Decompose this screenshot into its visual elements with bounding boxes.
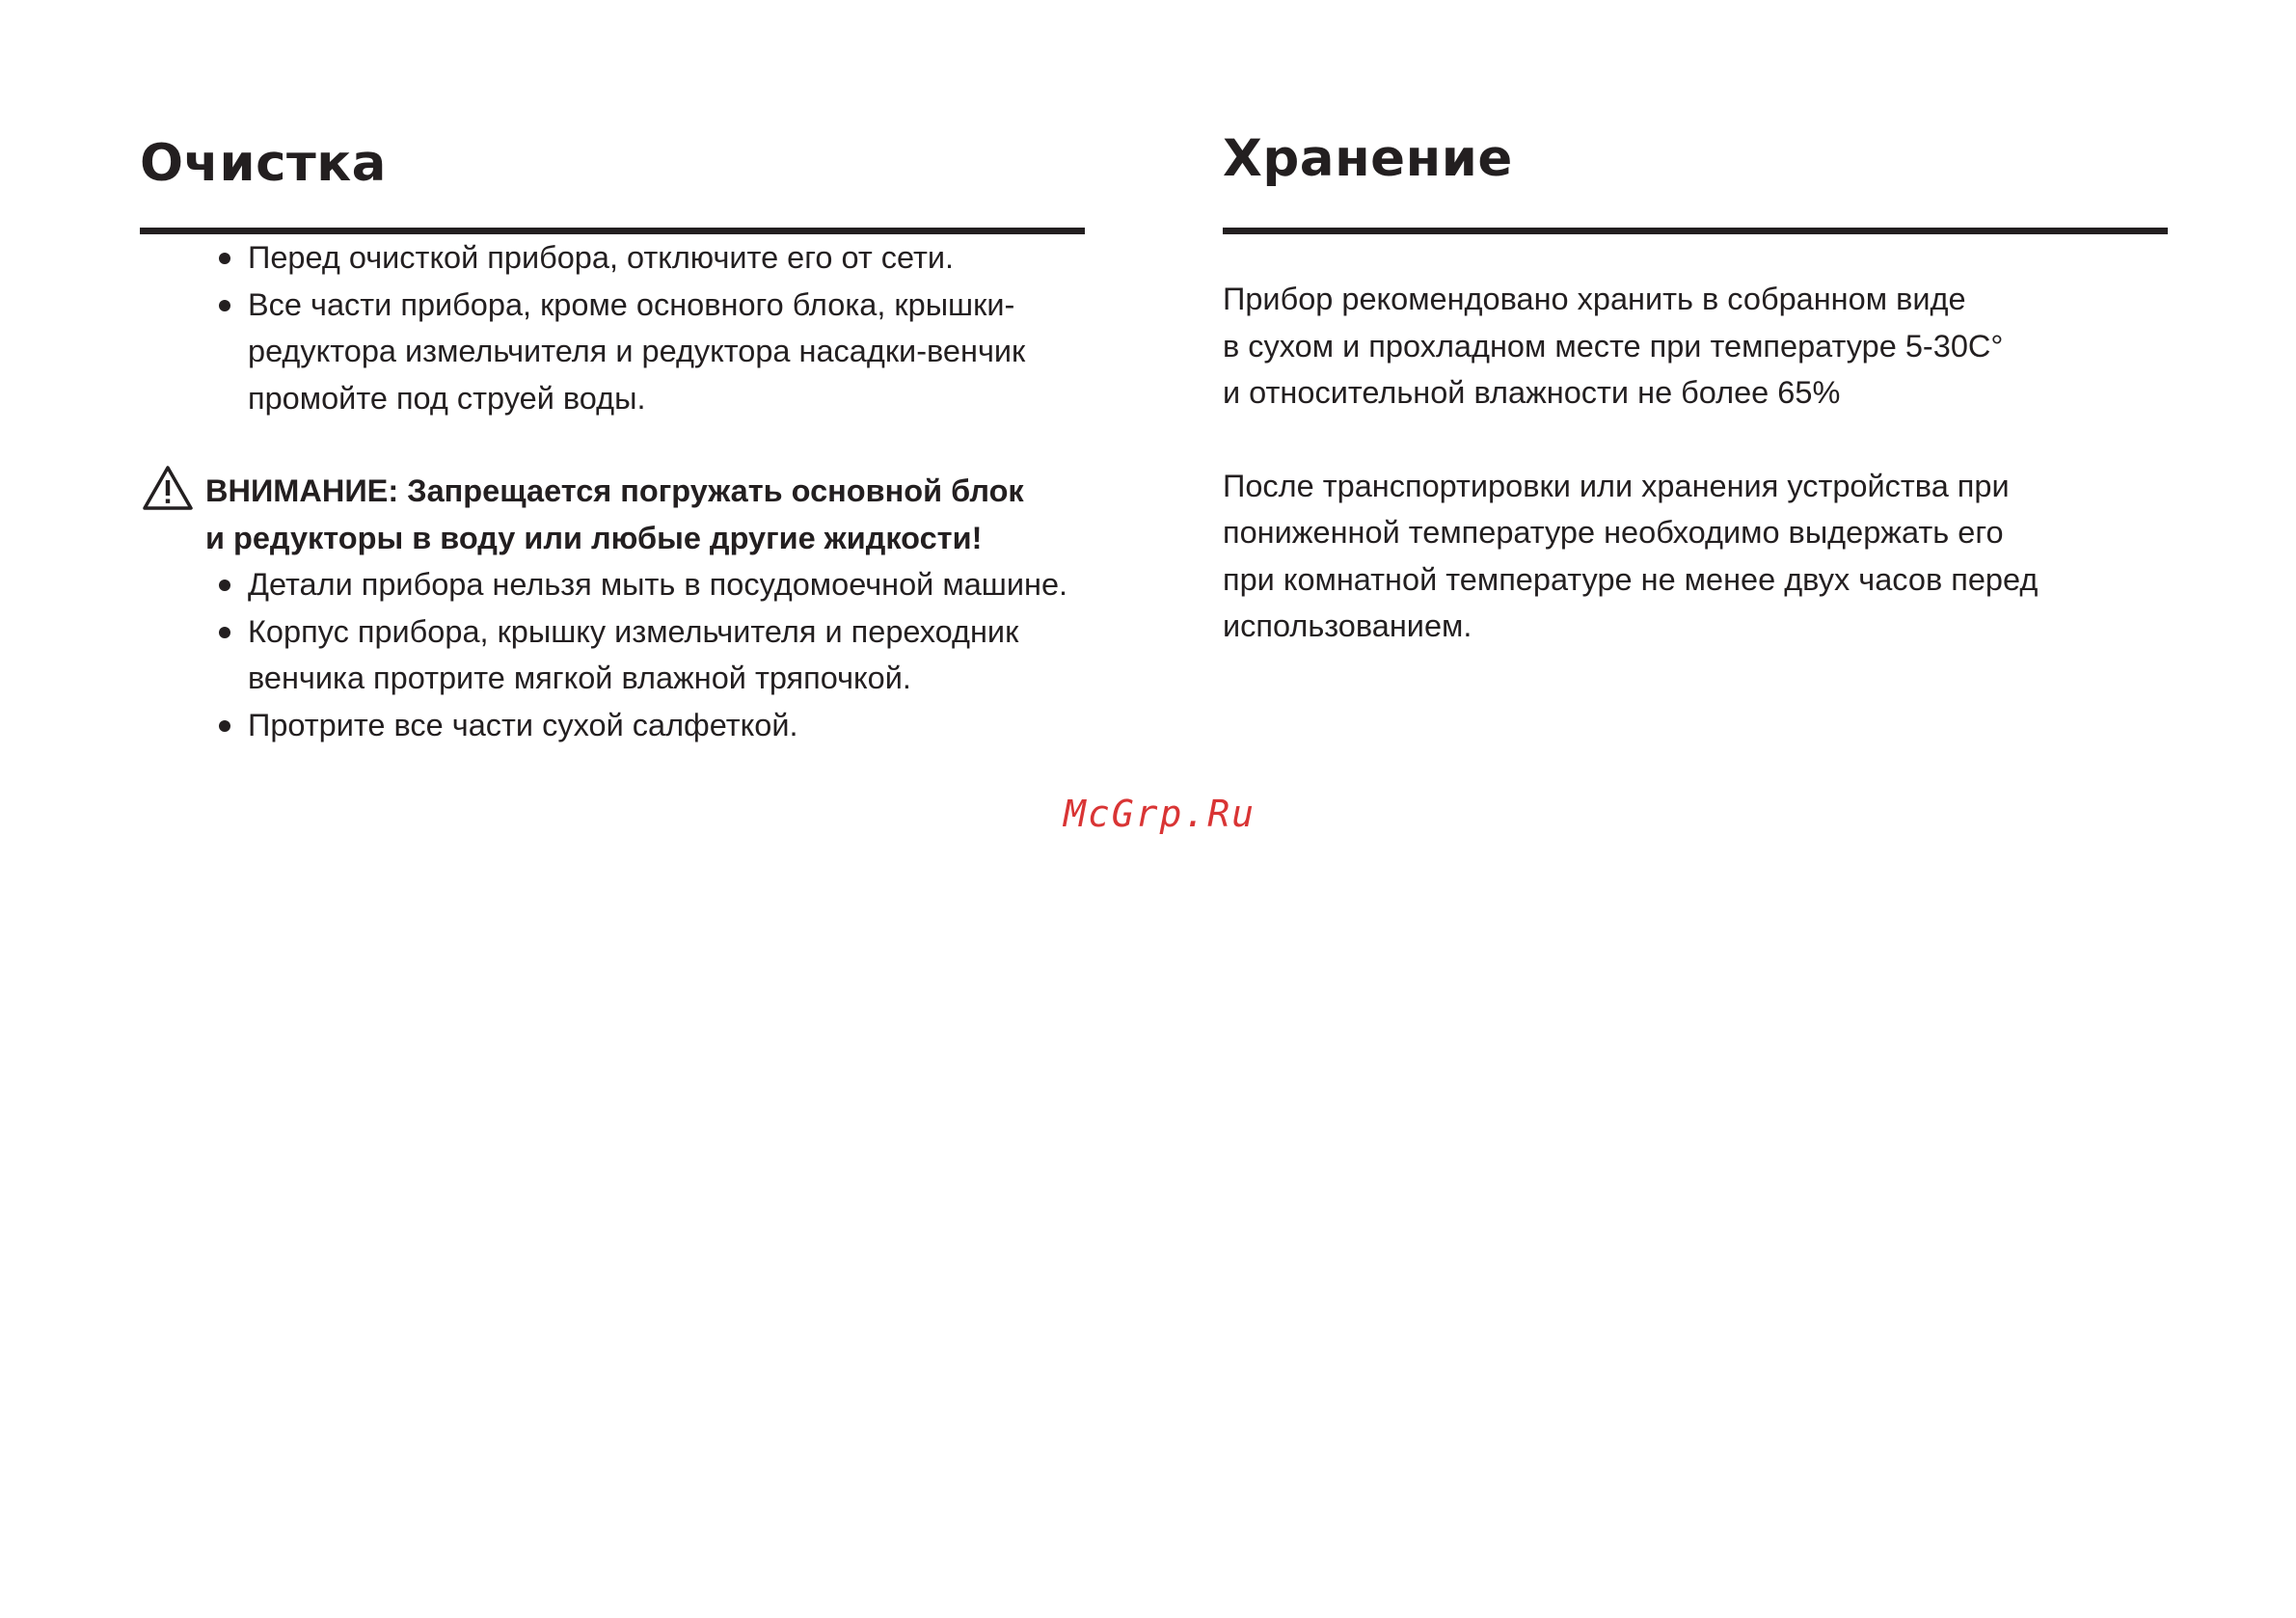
storage-section <box>1223 130 2168 650</box>
cleaning-title: Очистка <box>140 134 387 193</box>
storage-title-rule <box>1223 228 2168 234</box>
list-item: Протрите все части сухой салфеткой. <box>248 702 1085 749</box>
list-item: Корпус прибора, крышку измельчителя и переходник венчика протрите мягкой влажной тряпочкой. <box>248 608 1039 702</box>
storage-p2-line-4: использованием. <box>1223 608 1472 643</box>
storage-p1-line-3: и относительной влажности не более 65% <box>1223 375 1841 410</box>
list-item: Детали прибора нельзя мыть в посудомоечной машине. <box>248 561 1085 608</box>
storage-p1-line-1: Прибор рекомендовано хранить в собранном виде <box>1223 282 1966 316</box>
warning-line-1: ВНИМАНИЕ: Запрещается погружать основной блок <box>205 473 1024 508</box>
list-item: Перед очисткой прибора, отключите его от сети. <box>248 234 1085 282</box>
list-item: Все части прибора, кроме основного блока, крышки-редуктора измельчителя и редуктора насадки-венчик промойте под струей воды. <box>248 282 1039 422</box>
storage-paragraph-2 <box>1223 463 2168 650</box>
warning-notice <box>140 468 1085 561</box>
cleaning-bullets-top <box>140 234 1085 421</box>
cleaning-title-rule <box>140 228 1085 234</box>
warning-line-2: и редукторы в воду или любые другие жидкости! <box>205 520 983 555</box>
cleaning-bullets-bottom <box>140 561 1085 748</box>
cleaning-section <box>140 130 1085 748</box>
warning-triangle-icon <box>142 465 194 511</box>
watermark: McGrp.Ru <box>1064 793 1256 835</box>
storage-paragraph-1 <box>1223 276 2168 417</box>
storage-p1-line-2: в сухом и прохладном месте при температуре 5-30С° <box>1223 328 2004 364</box>
storage-p2-line-1: После транспортировки или хранения устройства при <box>1223 468 2010 503</box>
storage-title: Хранение <box>1223 129 1513 188</box>
storage-p2-line-3: при комнатной температуре не менее двух часов перед <box>1223 561 2039 597</box>
storage-p2-line-2: пониженной температуре необходимо выдержать его <box>1223 515 2004 550</box>
